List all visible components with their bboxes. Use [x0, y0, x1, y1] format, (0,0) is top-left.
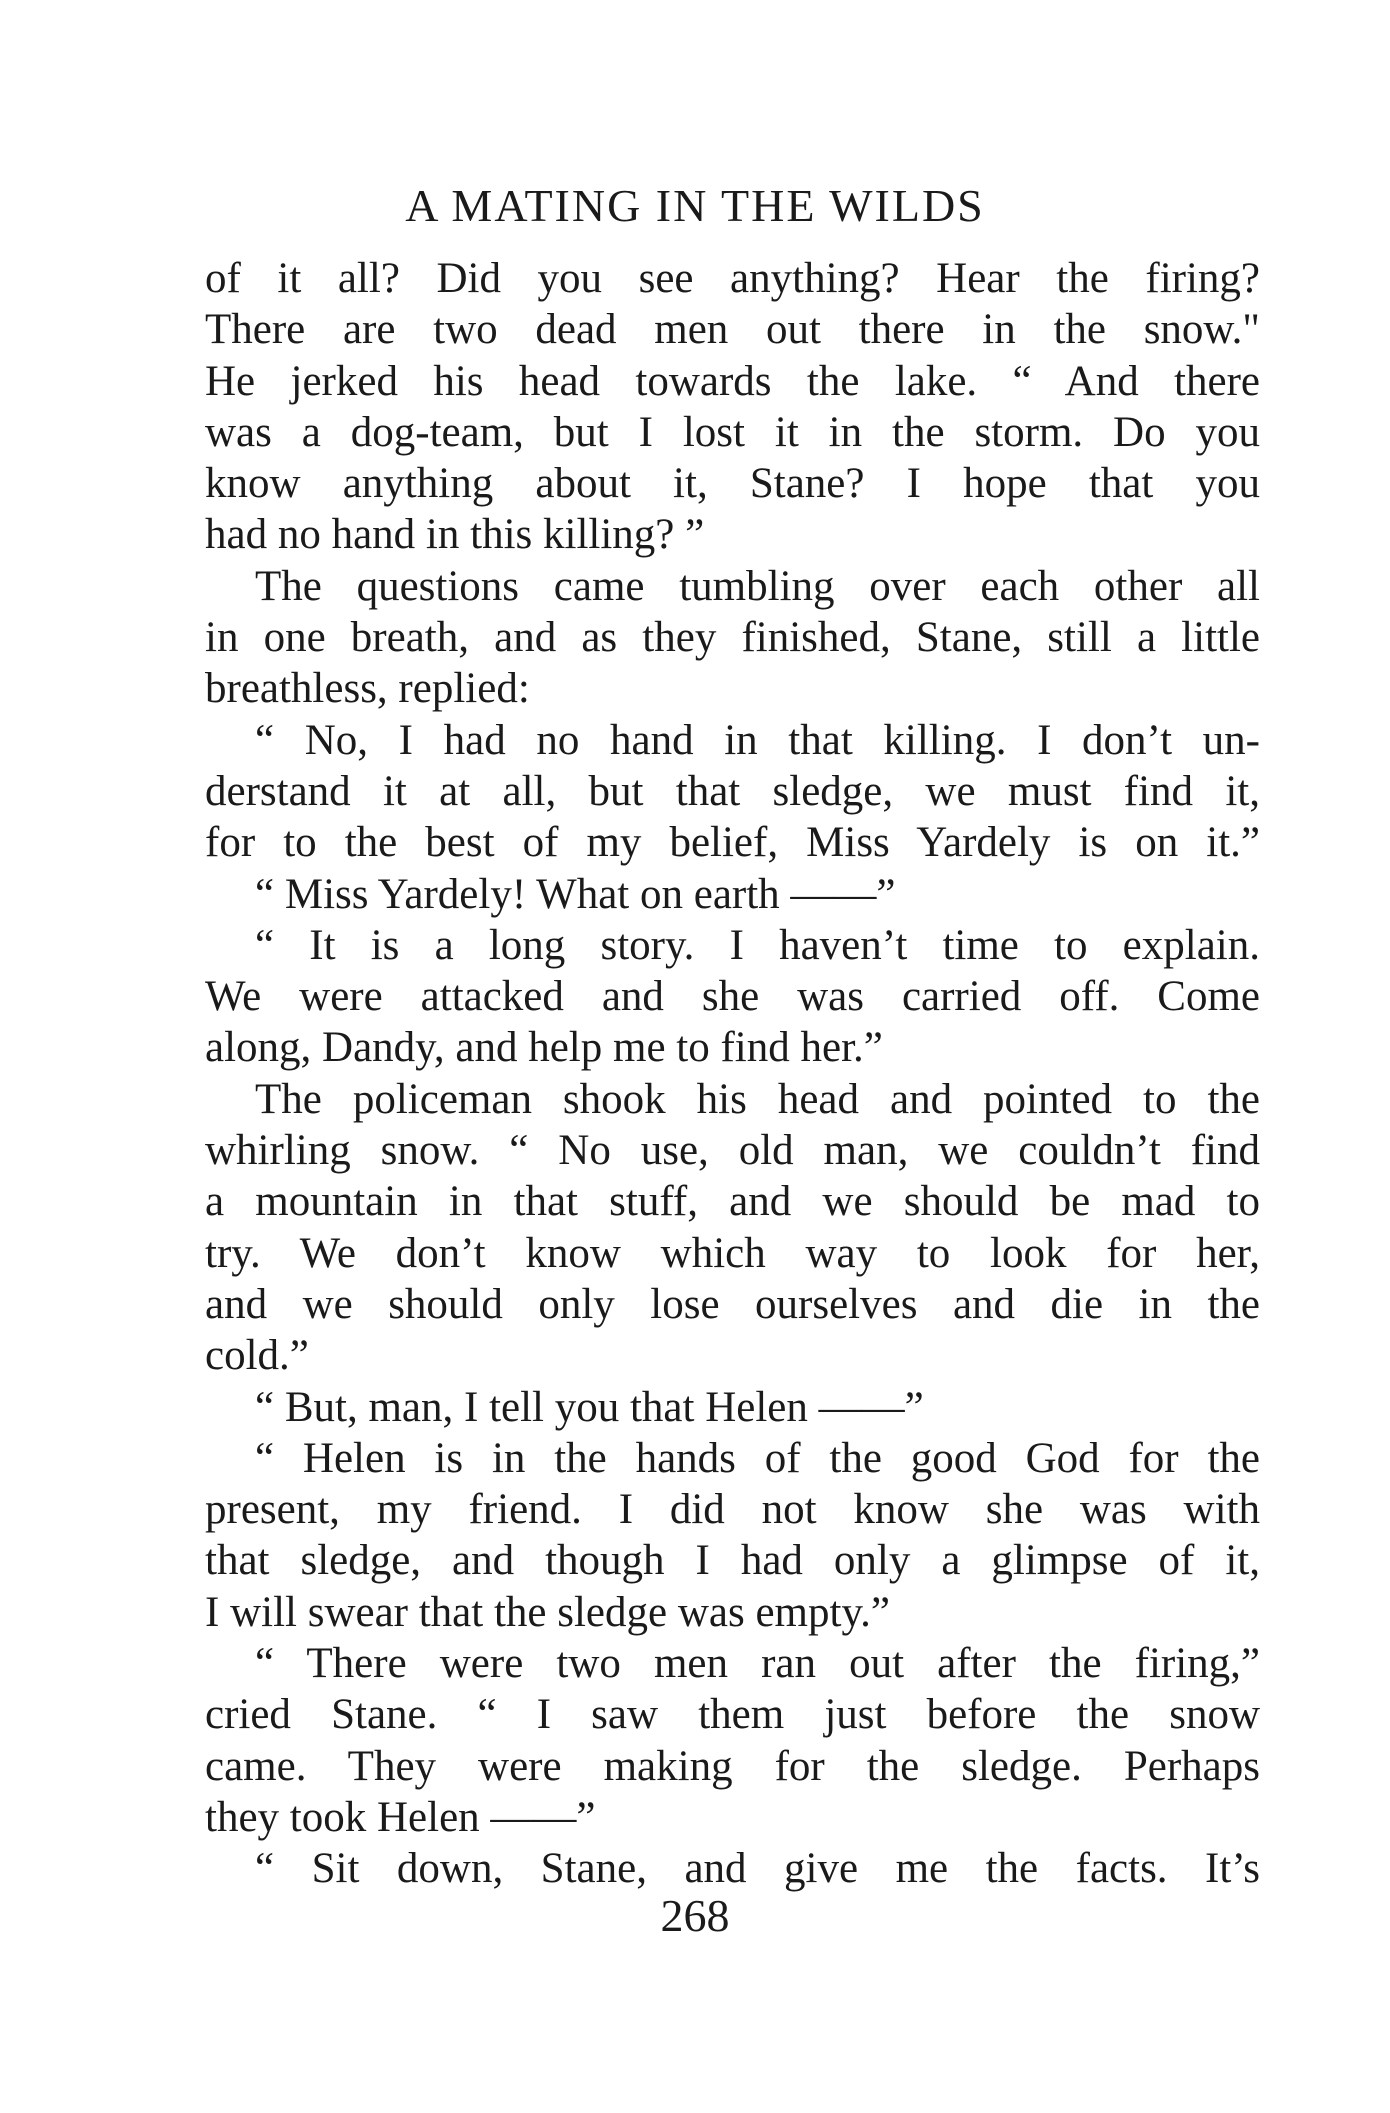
text-line: The policeman shook his head and pointed to the [255, 1075, 1260, 1123]
text-line: a mountain in that stuff, and we should be mad to [205, 1178, 1260, 1226]
running-head: A MATING IN THE WILDS [405, 180, 985, 231]
text-line: along, Dandy, and help me to find her.” [205, 1024, 883, 1072]
text-line: derstand it at all, but that sledge, we must find it, [205, 767, 1260, 815]
page-number: 268 [660, 1890, 730, 1941]
text-line: that sledge, and though I had only a glimpse of it, [205, 1537, 1260, 1585]
text-line: had no hand in this killing? ” [205, 511, 705, 559]
body-text [205, 253, 1260, 1895]
text-line: cried Stane. “ I saw them just before the snow [205, 1691, 1260, 1739]
text-line: “ But, man, I tell you that Helen ——” [255, 1383, 924, 1431]
text-line: they took Helen ——” [205, 1793, 596, 1841]
text-line: know anything about it, Stane? I hope that you [205, 460, 1260, 508]
text-line: was a dog-team, but I lost it in the storm. Do you [205, 408, 1260, 456]
text-line: and we should only lose ourselves and die in the [205, 1280, 1260, 1328]
text-line: cold.” [205, 1332, 309, 1380]
text-line: “ There were two men ran out after the firing,” [255, 1640, 1260, 1688]
text-line: “ Sit down, Stane, and give me the facts. It’s [255, 1845, 1260, 1893]
text-line: We were attacked and she was carried off. Come [205, 973, 1260, 1021]
text-line: The questions came tumbling over each other all [255, 562, 1260, 610]
text-line: He jerked his head towards the lake. “ And there [205, 357, 1260, 405]
text-line: in one breath, and as they finished, Stane, still a little [205, 614, 1260, 662]
text-line: I will swear that the sledge was empty.” [205, 1588, 890, 1636]
text-line: There are two dead men out there in the snow." [205, 306, 1260, 354]
text-line: present, my friend. I did not know she was with [205, 1486, 1260, 1534]
text-line: “ No, I had no hand in that killing. I don’t un- [255, 716, 1260, 764]
text-line: for to the best of my belief, Miss Yardely is on it.” [205, 819, 1260, 867]
text-line: “ It is a long story. I haven’t time to explain. [255, 921, 1260, 969]
text-line: “ Miss Yardely! What on earth ——” [255, 870, 896, 918]
text-line: breathless, replied: [205, 665, 530, 713]
text-line: of it all? Did you see anything? Hear the firing? [205, 255, 1260, 302]
text-line: whirling snow. “ No use, old man, we couldn’t find [205, 1127, 1260, 1175]
text-line: came. They were making for the sledge. Perhaps [205, 1742, 1260, 1790]
text-line: “ Helen is in the hands of the good God for the [255, 1434, 1260, 1482]
text-line: try. We don’t know which way to look for her, [205, 1229, 1260, 1277]
